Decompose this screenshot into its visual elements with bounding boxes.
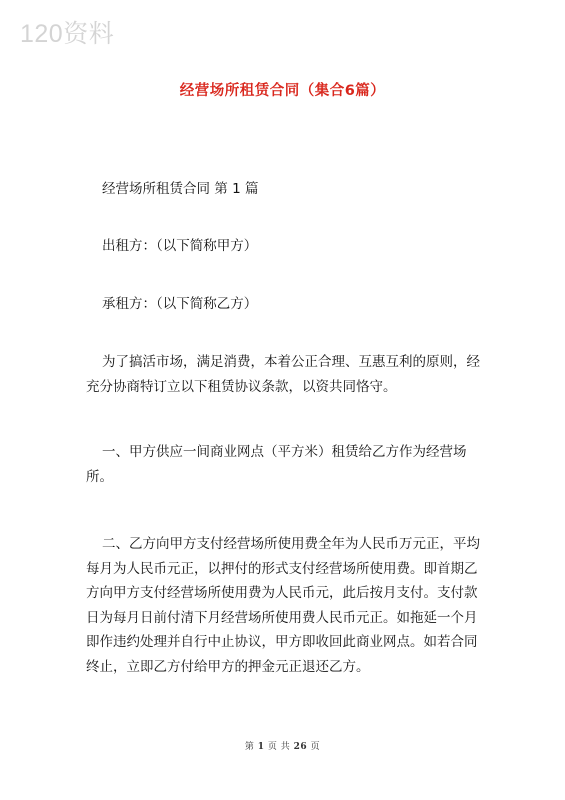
preamble-paragraph [86, 350, 486, 399]
paragraph-line: 出租方：（以下简称甲方） [102, 238, 258, 254]
document-title: 经营场所租赁合同（集合6篇） [179, 83, 386, 99]
footer-middle: 页 共 [267, 742, 291, 752]
paragraph-line: 为了搞活市场，满足消费，本着公正合理、互惠互利的原则，经 [102, 354, 480, 370]
clause-one-paragraph [86, 440, 486, 489]
paragraph-line: 终止，立即乙方付给甲方的押金元正退还乙方。 [86, 658, 370, 675]
total-pages-number: 26 [293, 742, 308, 752]
paragraph-line: 每月为人民币元正，以押付的形式支付经营场所使用费。即首期乙 [86, 560, 478, 577]
lessor-line [102, 234, 502, 259]
paragraph-line: 日为每月日前付清下月经营场所使用费人民币元正。如拖延一个月 [86, 609, 478, 626]
footer-suffix: 页 [310, 742, 321, 752]
paragraph-line: 方向甲方支付经营场所使用费为人民币元，此后按月支付。支付款 [86, 585, 478, 601]
section-heading [102, 177, 502, 202]
footer-prefix: 第 [244, 742, 255, 752]
paragraph-line: 承租方：（以下简称乙方） [102, 296, 258, 312]
lessee-line [102, 292, 502, 317]
paragraph-line: 经营场所租赁合同 第 1 篇 [102, 181, 259, 197]
paragraph-line: 二、乙方向甲方支付经营场所使用费全年为人民币万元正，平均 [102, 536, 480, 552]
paragraph-line: 充分协商特订立以下租赁协议条款，以资共同恪守。 [86, 378, 397, 395]
paragraph-line: 即作违约处理并自行中止协议，甲方即收回此商业网点。如若合同 [86, 634, 478, 650]
current-page-number: 1 [257, 742, 265, 752]
paragraph-line: 一、甲方供应一间商业网点（平方米）租赁给乙方作为经营场 [102, 444, 467, 460]
paragraph-line: 所。 [86, 468, 113, 485]
watermark-logo: 120资料 [20, 20, 115, 48]
page-footer [0, 739, 565, 752]
clause-two-paragraph [86, 532, 486, 679]
